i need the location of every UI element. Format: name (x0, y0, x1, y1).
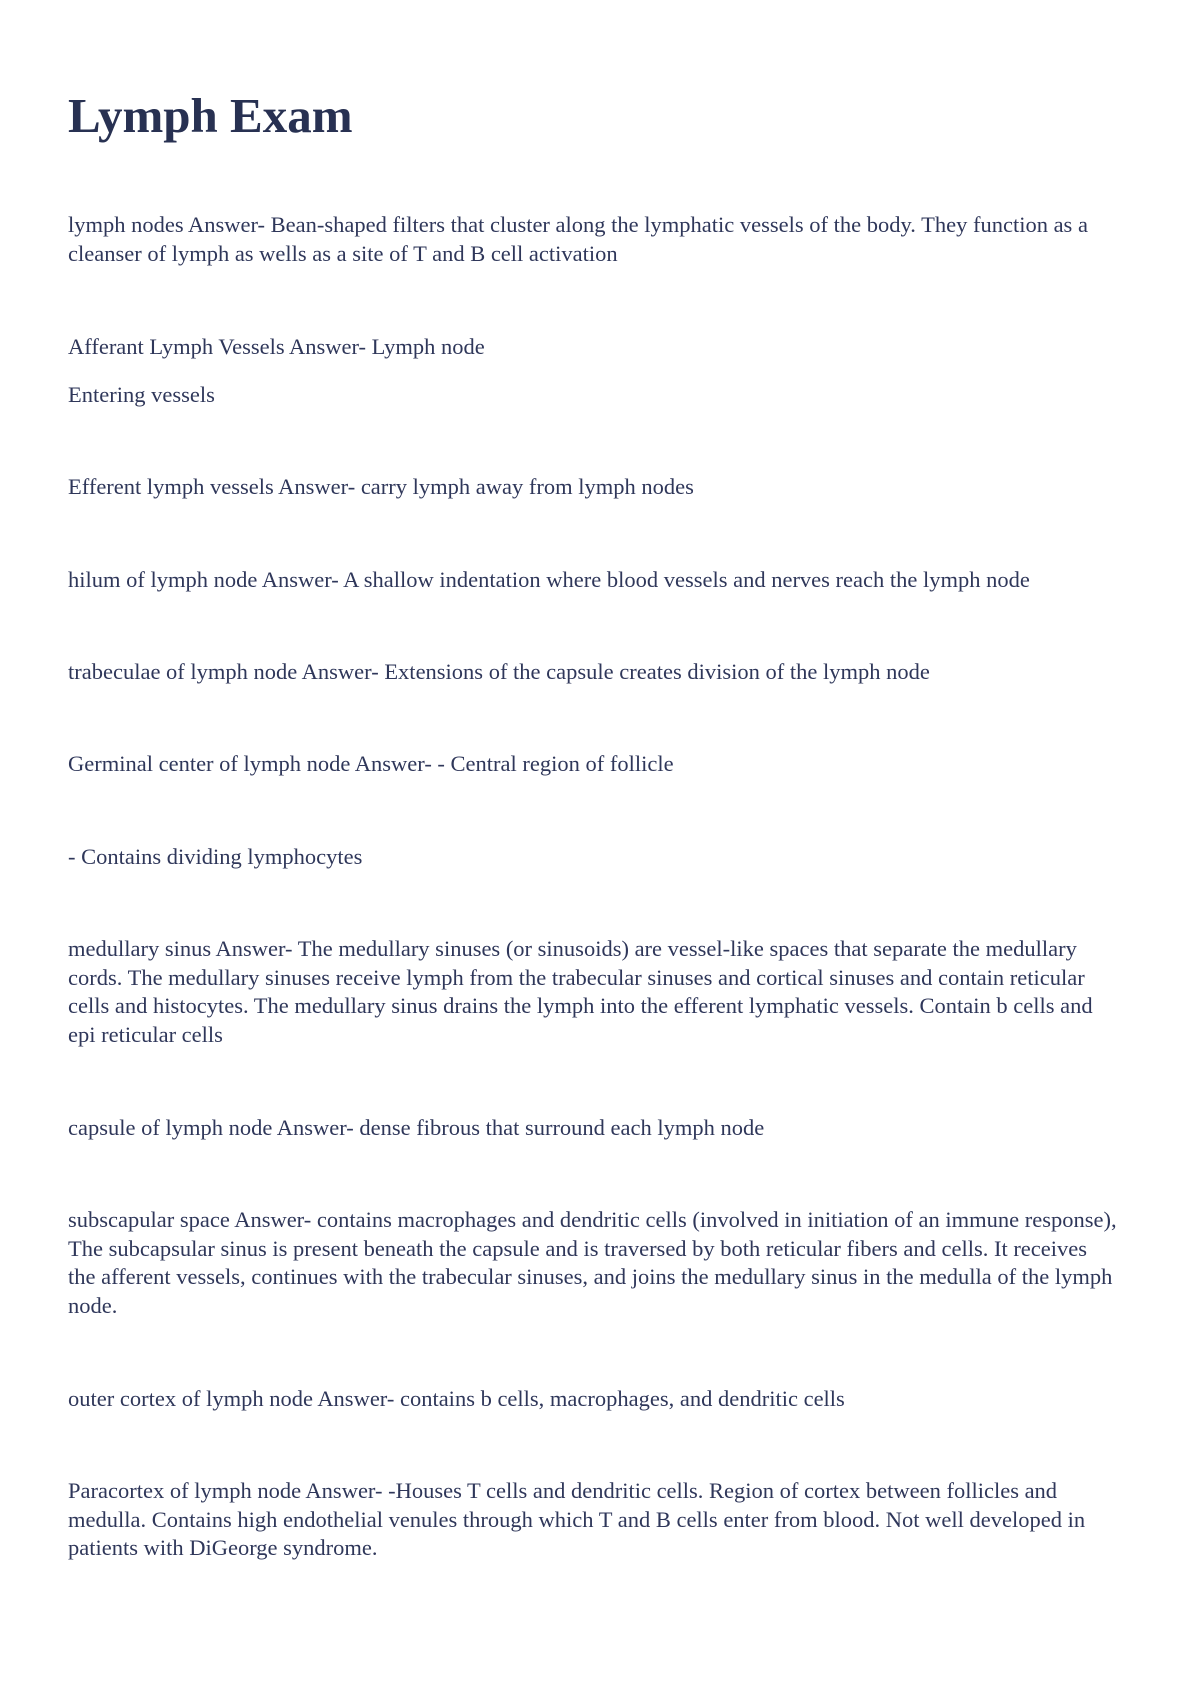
entry-subscapular-space: subscapular space Answer- contains macrophages and dendritic cells (involved in initiation of an immune response), The subcapsular sinus is present beneath the capsule and is traversed by both reticular fibers and cells. It receives the afferent vessels, continues with the trabecular sinuses, and joins the medullary sinus in the medulla of the lymph node. (68, 1207, 1117, 1318)
entry-hilum: hilum of lymph node Answer- A shallow indentation where blood vessels and nerves reach the lymph node (68, 567, 1030, 592)
entry-germinal-center: Germinal center of lymph node Answer- - Central region of follicle (68, 751, 674, 776)
entry-medullary-sinus: medullary sinus Answer- The medullary sinuses (or sinusoids) are vessel-like spaces that separate the medullary cords. The medullary sinuses receive lymph from the trabecular sinuses and cortical sinuses and contain reticular cells and histocytes. The medullary sinus drains the lymph into the efferent lymphatic vessels. Contain b cells and epi reticular cells (68, 936, 1093, 1047)
entry-paracortex: Paracortex of lymph node Answer- -Houses T cells and dendritic cells. Region of cortex between follicles and medulla. Contains high endothelial venules through which T and B cells enter from blood. Not well developed in patients with DiGeorge syndrome. (68, 1478, 1086, 1560)
entry-entering-vessels: Entering vessels (68, 382, 215, 407)
entry-outer-cortex: outer cortex of lymph node Answer- contains b cells, macrophages, and dendritic cells (68, 1386, 845, 1411)
entry-dividing-lymphocytes: - Contains dividing lymphocytes (68, 844, 363, 869)
entry-lymph-nodes: lymph nodes Answer- Bean-shaped filters that cluster along the lymphatic vessels of the body. They function as a cleanser of lymph as wells as a site of T and B cell activation (68, 212, 1088, 266)
entry-capsule: capsule of lymph node Answer- dense fibrous that surround each lymph node (68, 1115, 765, 1140)
entry-afferent-lymph-vessels: Afferant Lymph Vessels Answer- Lymph node (68, 334, 485, 359)
entry-efferent-lymph-vessels: Efferent lymph vessels Answer- carry lymph away from lymph nodes (68, 474, 694, 499)
document-title: Lymph Exam (68, 88, 353, 143)
entry-trabeculae: trabeculae of lymph node Answer- Extensions of the capsule creates division of the lymph node (68, 659, 930, 684)
